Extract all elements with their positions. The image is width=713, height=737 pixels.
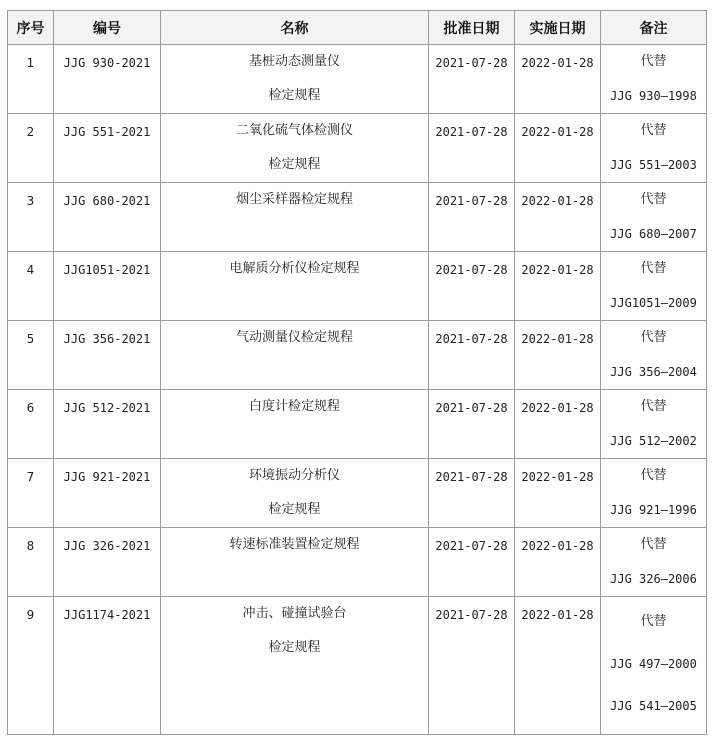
standard-name bbox=[161, 252, 429, 321]
table-row bbox=[8, 183, 707, 252]
table-row bbox=[8, 528, 707, 597]
approve-date: 2021-07-28 bbox=[429, 597, 515, 735]
standard-code: JJG 680-2021 bbox=[54, 183, 161, 252]
standard-name bbox=[161, 597, 429, 735]
approve-date: 2021-07-28 bbox=[429, 321, 515, 390]
name-line-1: 气动测量仪检定规程 bbox=[235, 330, 353, 345]
note-cell bbox=[601, 390, 707, 459]
replaced-standard: JJG 930—1998 bbox=[610, 89, 697, 103]
effective-date: 2022-01-28 bbox=[515, 528, 601, 597]
standard-code: JJG1051-2021 bbox=[54, 252, 161, 321]
name-line-1: 电解质分析仪检定规程 bbox=[229, 261, 360, 276]
effective-date: 2022-01-28 bbox=[515, 45, 601, 114]
note-label: 代替 bbox=[640, 123, 667, 138]
row-number: 4 bbox=[8, 252, 54, 321]
replaced-standard: JJG 326—2006 bbox=[610, 572, 697, 586]
note-label: 代替 bbox=[640, 192, 667, 207]
approve-date: 2021-07-28 bbox=[429, 528, 515, 597]
standard-code: JJG 512-2021 bbox=[54, 390, 161, 459]
row-number: 7 bbox=[8, 459, 54, 528]
approve-date: 2021-07-28 bbox=[429, 183, 515, 252]
note-cell bbox=[601, 528, 707, 597]
name-line-2: 检定规程 bbox=[268, 88, 321, 103]
name-line-1: 白度计检定规程 bbox=[248, 399, 340, 414]
note-label: 代替 bbox=[640, 537, 667, 552]
note-label: 代替 bbox=[640, 330, 667, 345]
table-header-row bbox=[8, 11, 707, 45]
row-number: 5 bbox=[8, 321, 54, 390]
row-number: 3 bbox=[8, 183, 54, 252]
standard-code: JJG 326-2021 bbox=[54, 528, 161, 597]
standard-name bbox=[161, 390, 429, 459]
replaced-standard: JJG 497—2000 bbox=[610, 657, 697, 671]
note-label: 代替 bbox=[640, 614, 667, 629]
header-code: 编号 bbox=[54, 11, 161, 45]
name-line-1: 二氧化硫气体检测仪 bbox=[235, 123, 353, 138]
name-line-2: 检定规程 bbox=[268, 640, 321, 655]
effective-date: 2022-01-28 bbox=[515, 252, 601, 321]
row-number: 6 bbox=[8, 390, 54, 459]
note-cell bbox=[601, 45, 707, 114]
standard-name bbox=[161, 528, 429, 597]
row-number: 1 bbox=[8, 45, 54, 114]
note-label: 代替 bbox=[640, 54, 667, 69]
standard-code: JJG 930-2021 bbox=[54, 45, 161, 114]
standard-name bbox=[161, 459, 429, 528]
replaced-standard: JJG 551—2003 bbox=[610, 158, 697, 172]
table-row bbox=[8, 321, 707, 390]
approve-date: 2021-07-28 bbox=[429, 114, 515, 183]
header-no: 序号 bbox=[8, 11, 54, 45]
header-approve-date: 批准日期 bbox=[429, 11, 515, 45]
row-number: 9 bbox=[8, 597, 54, 735]
name-line-1: 基桩动态测量仪 bbox=[248, 54, 340, 69]
header-effective-date: 实施日期 bbox=[515, 11, 601, 45]
standard-name bbox=[161, 45, 429, 114]
note-cell bbox=[601, 459, 707, 528]
note-label: 代替 bbox=[640, 399, 667, 414]
replaced-standard: JJG 356—2004 bbox=[610, 365, 697, 379]
replaced-standard: JJG 680—2007 bbox=[610, 227, 697, 241]
note-cell bbox=[601, 321, 707, 390]
effective-date: 2022-01-28 bbox=[515, 321, 601, 390]
name-line-1: 烟尘采样器检定规程 bbox=[235, 192, 353, 207]
effective-date: 2022-01-28 bbox=[515, 390, 601, 459]
replaced-standard: JJG 512—2002 bbox=[610, 434, 697, 448]
name-line-2: 检定规程 bbox=[268, 502, 321, 517]
replaced-standard: JJG1051—2009 bbox=[610, 296, 697, 310]
header-name: 名称 bbox=[161, 11, 429, 45]
note-label: 代替 bbox=[640, 468, 667, 483]
note-cell bbox=[601, 183, 707, 252]
effective-date: 2022-01-28 bbox=[515, 459, 601, 528]
row-number: 8 bbox=[8, 528, 54, 597]
standard-name bbox=[161, 183, 429, 252]
table-row bbox=[8, 459, 707, 528]
name-line-1: 转速标准装置检定规程 bbox=[229, 537, 360, 552]
approve-date: 2021-07-28 bbox=[429, 45, 515, 114]
standard-name bbox=[161, 321, 429, 390]
note-label: 代替 bbox=[640, 261, 667, 276]
standard-code: JJG 921-2021 bbox=[54, 459, 161, 528]
table-row bbox=[8, 114, 707, 183]
row-number: 2 bbox=[8, 114, 54, 183]
table-row bbox=[8, 252, 707, 321]
note-cell bbox=[601, 114, 707, 183]
effective-date: 2022-01-28 bbox=[515, 114, 601, 183]
replaced-standard: JJG 921—1996 bbox=[610, 503, 697, 517]
header-note: 备注 bbox=[601, 11, 707, 45]
table-row bbox=[8, 45, 707, 114]
standard-code: JJG 356-2021 bbox=[54, 321, 161, 390]
note-cell bbox=[601, 597, 707, 735]
name-line-1: 环境振动分析仪 bbox=[248, 468, 340, 483]
approve-date: 2021-07-28 bbox=[429, 252, 515, 321]
name-line-1: 冲击、碰撞试验台 bbox=[242, 606, 347, 621]
name-line-2: 检定规程 bbox=[268, 157, 321, 172]
approve-date: 2021-07-28 bbox=[429, 390, 515, 459]
note-cell bbox=[601, 252, 707, 321]
table-row bbox=[8, 390, 707, 459]
effective-date: 2022-01-28 bbox=[515, 183, 601, 252]
standards-table bbox=[7, 10, 707, 735]
standard-code: JJG 551-2021 bbox=[54, 114, 161, 183]
table-row bbox=[8, 597, 707, 735]
standard-name bbox=[161, 114, 429, 183]
effective-date: 2022-01-28 bbox=[515, 597, 601, 735]
standard-code: JJG1174-2021 bbox=[54, 597, 161, 735]
approve-date: 2021-07-28 bbox=[429, 459, 515, 528]
replaced-standard: JJG 541—2005 bbox=[610, 699, 697, 713]
